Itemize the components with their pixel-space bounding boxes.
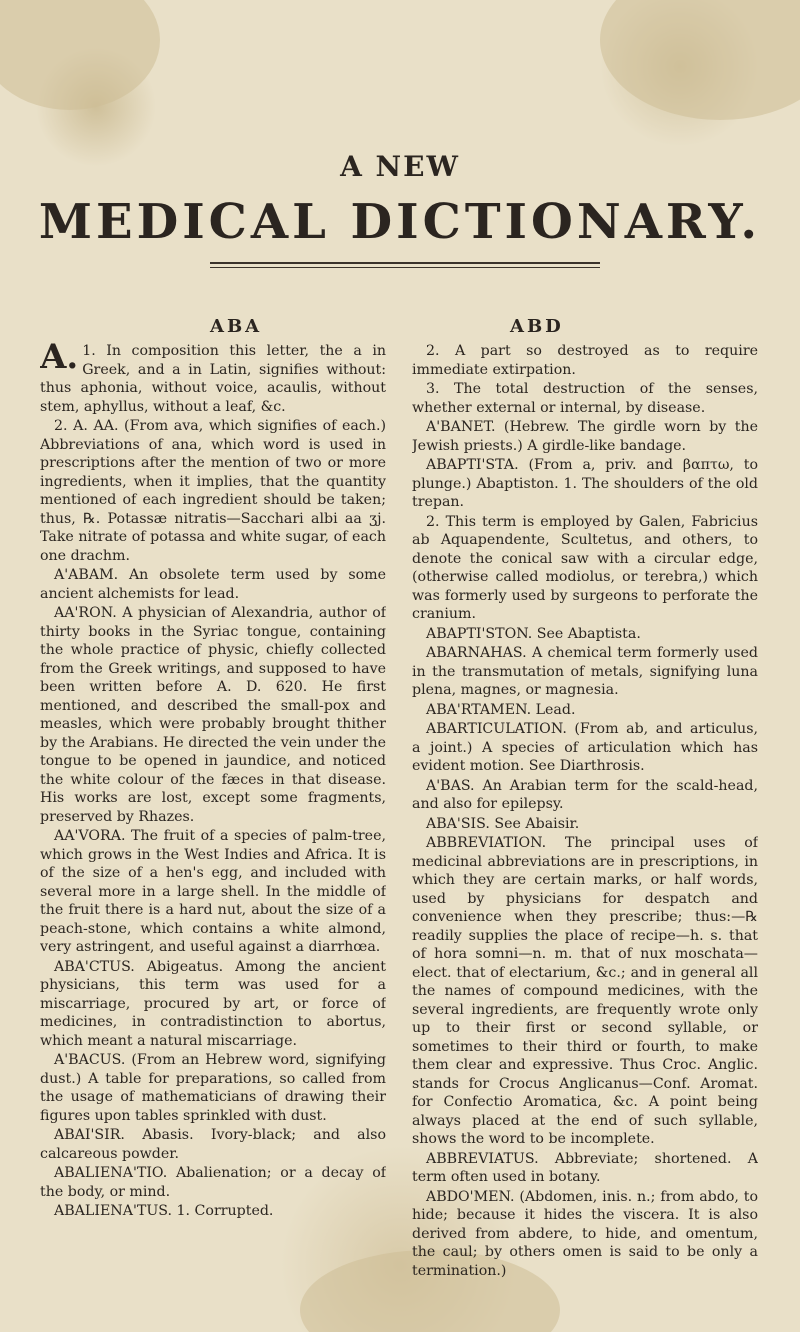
entry-paragraph: A'BAS. An Arabian term for the scald-head, and also for epilepsy. — [412, 777, 758, 812]
entry-paragraph: ABA'CTUS. Abigeatus. Among the ancient physicians, this term was used for a miscarriage, procured by art, or force of medicines, in contradistinction to abortus, which meant a natural miscarriage. — [40, 958, 386, 1049]
divider — [210, 262, 600, 264]
entry-paragraph: ABALIENA'TUS. 1. Corrupted. — [54, 1203, 274, 1219]
entry-paragraph: ABA'SIS. See Abaisir. — [426, 815, 580, 832]
entry-paragraph: ABAI'SIR. Abasis. Ivory-black; and also calcareous powder. — [40, 1127, 386, 1162]
entry-paragraph: A'BANET. (Hebrew. The girdle worn by the Jewish priests.) A girdle-like bandage. — [412, 419, 758, 454]
entry-paragraph: ABARTICULATION. (From ab, and articulus, a joint.) A species of articulation which has evident motion. See Diarthrosis. — [412, 721, 758, 774]
entry-paragraph: 2. A part so destroyed as to require immediate extirpation. — [412, 343, 758, 378]
running-head-right: ABD — [510, 316, 564, 337]
entry-paragraph: AA'RON. A physician of Alexandria, author of thirty books in the Syriac tongue, containing the whole practice of physic, chiefly collected from the Greek writings, and supposed to have been written before A. D. 620. He first mentioned, and described the small-pox and measles, which were probably brought thither by the Arabians. He directed the vein under the tongue to be opened in jaundice, and noticed the white colour of the fæces in that disease. His works are lost, except some fragments, preserved by Rhazes. — [40, 605, 386, 825]
right-column — [412, 342, 758, 1322]
entry-paragraph: ABBREVIATION. The principal uses of medicinal abbreviations are in prescriptions, in which they are certain marks, or half words, used by physicians for despatch and convenience when they prescribe; thus:—℞ readily supplies the place of recipe—h. s. that of hora somni—n. m. that of nux moschata—elect. that of electarium, &c.; and in general all the names of compound medicines, with the several ingredients, are frequently wrote only up to their first or second syllable, or sometimes to their third or fourth, to make them clear and expressive. Thus Croc. Anglic. stands for Crocus Anglicanus—Conf. Aromat. for Confectio Aromatica, &c. A point being always placed at the end of such syllable, shows the word to be incomplete. — [412, 835, 758, 1147]
entry-paragraph: 2. A. AA. (From ava, which signifies of each.) Abbreviations of ana, which word is used in prescriptions after the mention of two or more ingredients, when it implies, that the quantity mentioned of each ingredient should be taken; thus, ℞. Potassæ nitratis—Sacchari albi aa ʒj. Take nitrate of potassa and white sugar, of each one drachm. — [40, 418, 386, 564]
entry-paragraph: ABARNAHAS. A chemical term formerly used in the transmutation of metals, signifying luna plena, magnes, or magnesia. — [412, 645, 758, 698]
title-top: A NEW — [340, 150, 460, 183]
entry-paragraph: A'BACUS. (From an Hebrew word, signifying dust.) A table for preparations, so called from the usage of mathematicians of drawing their figures upon tables sprinkled with dust. — [40, 1052, 386, 1124]
paper-stain — [600, 0, 800, 120]
entry-paragraph: ABDO'MEN. (Abdomen, inis. n.; from abdo, to hide; because it hides the viscera. It is also derived from abdere, to hide, and omentum, the caul; by others omen is said to be only a termination.) — [412, 1188, 758, 1279]
entry-paragraph: ABA'RTAMEN. Lead. — [426, 701, 576, 718]
entry-paragraph: ABBREVIATUS. Abbreviate; shortened. A term often used in botany. — [412, 1150, 758, 1185]
entry-paragraph: 3. The total destruction of the senses, whether external or internal, by disease. — [412, 381, 758, 416]
entry-paragraph: A. 1. In composition this letter, the a in Greek, and a in Latin, signifies without: thus aphonia, without voice, acaulis, without stem, aphyllus, without a leaf, &c. — [40, 342, 386, 415]
divider — [210, 267, 600, 268]
entry-paragraph: AA'VORA. The fruit of a species of palm-tree, which grows in the West Indies and Africa. It is of the size of a hen's egg, and included with several more in a large shell. In the middle of the fruit there is a hard nut, about the size of a peach-stone, which contains a white almond, very astringent, and useful against a diarrhœa. — [40, 828, 386, 955]
entry-paragraph: ABALIENA'TIO. Abalienation; or a decay of the body, or mind. — [40, 1165, 386, 1200]
entry-paragraph: 2. This term is employed by Galen, Fabricius ab Aquapendente, Scultetus, and others, to denote the conical saw with a circular edge, (otherwise called modiolus, or terebra,) which was formerly used by surgeons to perforate the cranium. — [412, 513, 758, 622]
running-head-left: ABA — [210, 316, 263, 337]
drop-cap: A. — [40, 342, 79, 377]
left-column — [40, 342, 386, 1322]
page-title: MEDICAL DICTIONARY. — [38, 194, 762, 250]
entry-paragraph: ABAPTI'STON. See Abaptista. — [426, 625, 641, 642]
entry-paragraph: A'ABAM. An obsolete term used by some ancient alchemists for lead. — [40, 567, 386, 602]
entry-paragraph: ABAPTI'STA. (From a, priv. and βαπτω, to plunge.) Abaptiston. 1. The shoulders of the old trepan. — [412, 457, 758, 510]
paper-stain — [0, 0, 160, 110]
